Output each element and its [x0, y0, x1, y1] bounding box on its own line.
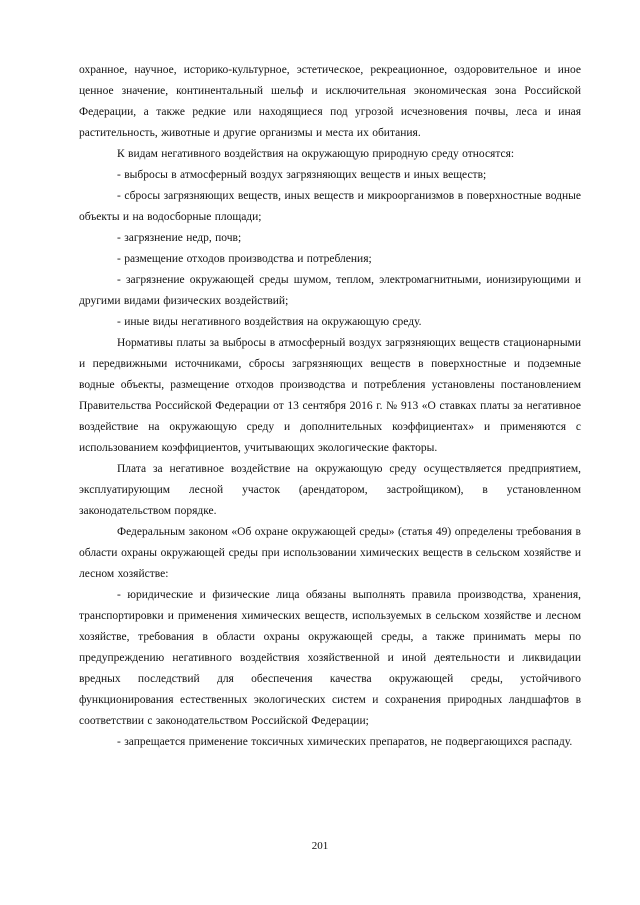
paragraph: Федеральным законом «Об охране окружающей среды» (статья 49) определены требования в области охраны окружающей среды при использовании химических веществ в сельском хозяйстве и лесном хозяйстве: — [79, 526, 581, 580]
list-item: - юридические и физические лица обязаны выполнять правила производства, хранения, транспортировки и применения химических веществ, используемых в сельском хозяйстве и лесном хозяйстве, требования в области охраны окружающей среды, а также принимать меры по предупреждению негативного воздействия хозяйственной и иной деятельности и ликвидации вредных последствий для обеспечения качества окружающей среды, устойчивого функционирования естественных экологических систем и сохранения природных ландшафтов в соответствии с законодательством Российской Федерации; — [79, 589, 581, 727]
list-item: - загрязнение недр, почв; — [117, 232, 242, 244]
list-item: - сбросы загрязняющих веществ, иных веществ и микроорганизмов в поверхностные водные объекты и на водосборные площади; — [79, 190, 581, 223]
page-number: 201 — [311, 840, 329, 852]
list-item: - иные виды негативного воздействия на окружающую среду. — [117, 316, 422, 328]
paragraph: К видам негативного воздействия на окружающую природную среду относятся: — [117, 148, 515, 160]
paragraph: Нормативы платы за выбросы в атмосферный воздух загрязняющих веществ стационарными и передвижными источниками, сбросы загрязняющих веществ в поверхностные и подземные водные объекты, размещение отходов производства и потребления установлены постановлением Правительства Российской Федерации от 13 сентября 2016 г. № 913 «О ставках платы за негативное воздействие на окружающую среду и дополнительных коэффициентах» и применяются с использованием коэффициентов, учитывающих экологические факторы. — [79, 337, 581, 454]
paragraph: охранное, научное, историко-культурное, эстетическое, рекреационное, оздоровительное и иное ценное значение, континентальный шельф и исключительная экономическая зона Российской Федерации, а также редкие или находящиеся под угрозой исчезновения почвы, леса и иная растительность, животные и другие организмы и места их обитания. — [79, 64, 581, 139]
paragraph: Плата за негативное воздействие на окружающую среду осуществляется предприятием, эксплуатирующим лесной участок (арендатором, застройщиком), в установленном законодательством порядке. — [79, 463, 581, 517]
list-item: - выбросы в атмосферный воздух загрязняющих веществ и иных веществ; — [117, 169, 487, 181]
list-item: - запрещается применение токсичных химических препаратов, не подвергающихся распаду. — [117, 736, 573, 748]
list-item: - загрязнение окружающей среды шумом, теплом, электромагнитными, ионизирующими и другими видами физических воздействий; — [79, 274, 581, 307]
document-body — [79, 60, 581, 753]
list-item: - размещение отходов производства и потребления; — [117, 253, 372, 265]
